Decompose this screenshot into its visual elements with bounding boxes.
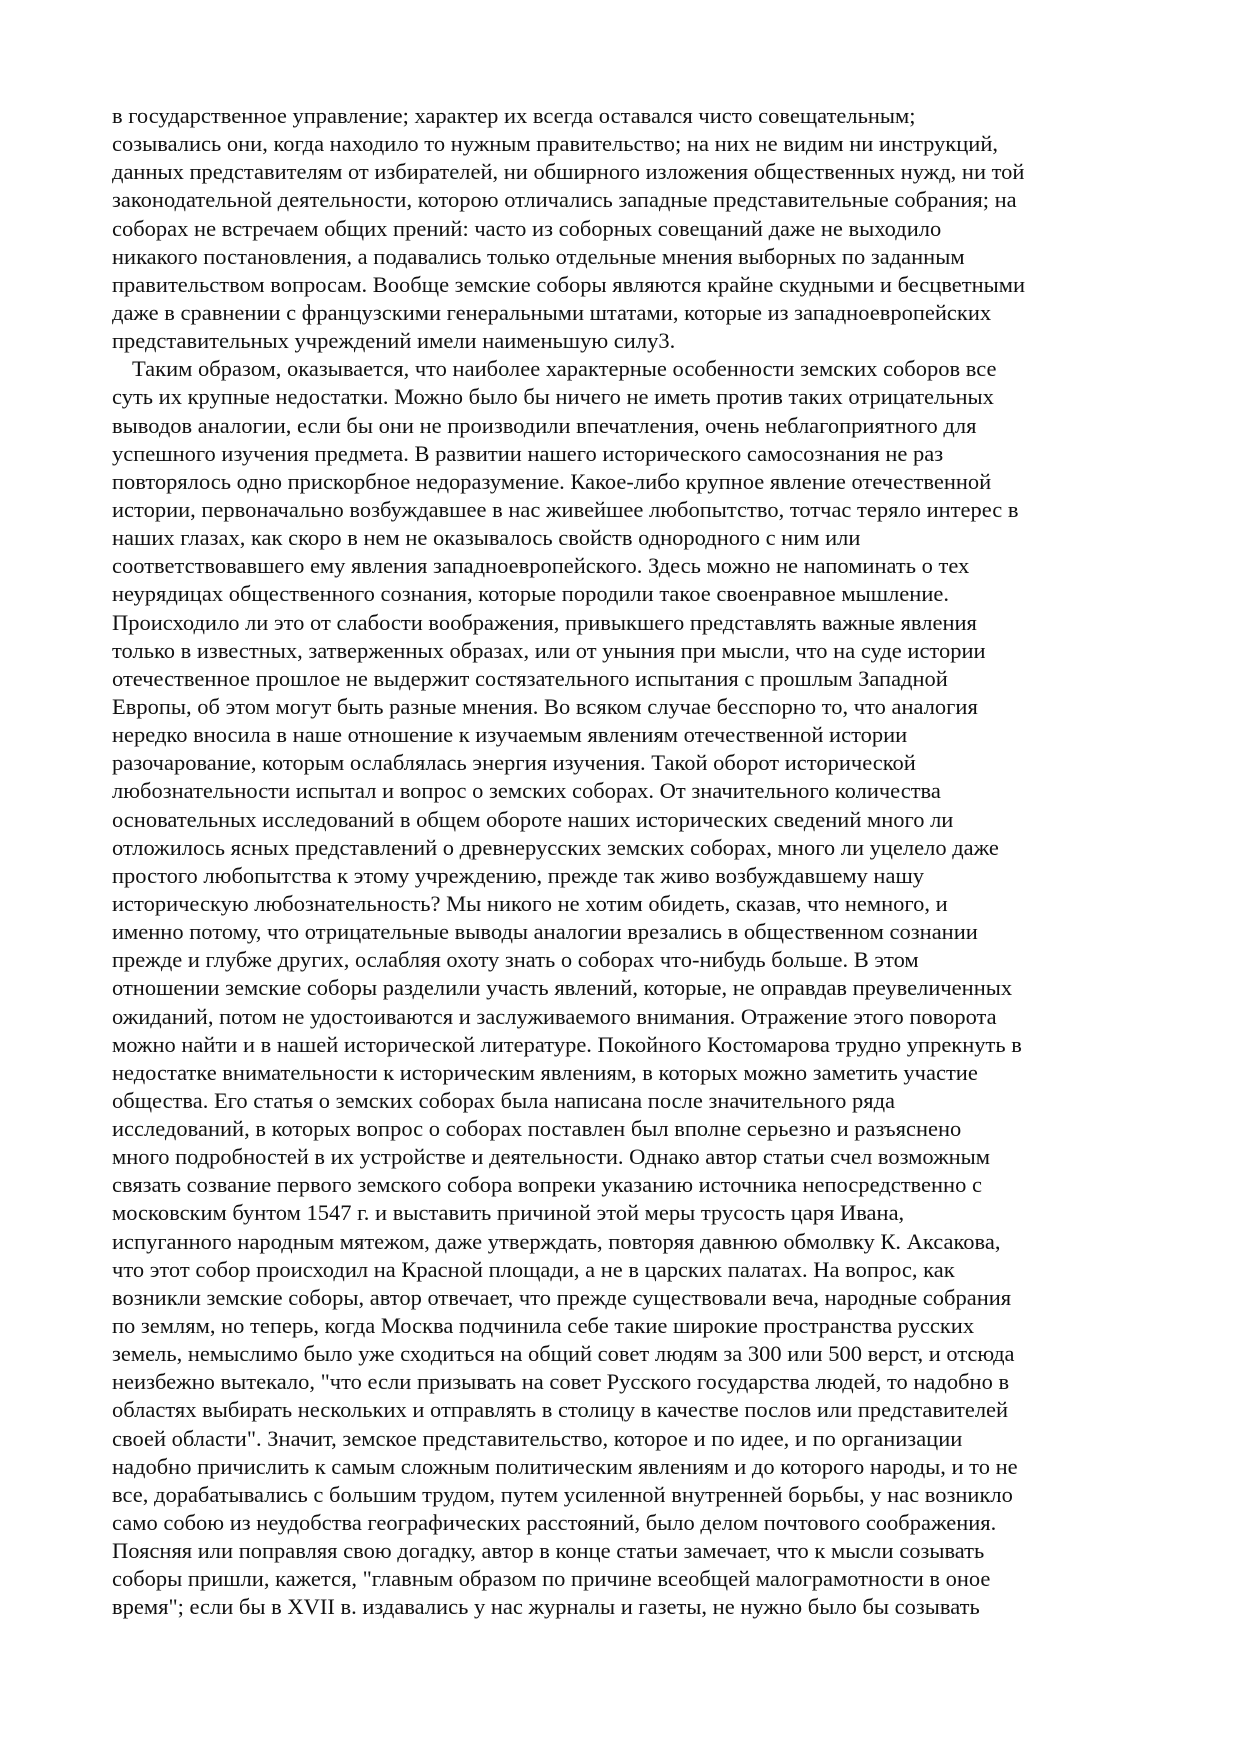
text-line: только в известных, затверженных образах, или от уныния при мысли, что на суде истории [112,637,986,663]
text-line: отечественное прошлое не выдержит состязательного испытания с прошлым Западной [112,665,948,691]
text-line: связать созвание первого земского собора вопреки указанию источника непосредственно с [112,1172,982,1198]
text-line: отложилось ясных представлений о древнерусских земских соборах, много ли уцелело даже [112,834,999,860]
text-line: суть их крупные недостатки. Можно было бы ничего не иметь против таких отрицательных [112,384,994,410]
text-line: соборы пришли, кажется, "главным образом по причине всеобщей малограмотности в оное [112,1566,991,1592]
text-line: общества. Его статья о земских соборах была написана после значительного ряда [112,1087,896,1113]
text-line: простого любопытства к этому учреждению, прежде так живо возбуждавшему нашу [112,862,925,888]
text-line: областях выбирать нескольких и отправлять в столицу в качестве послов или представителей [112,1397,1009,1423]
text-line: выводов аналогии, если бы они не производили впечатления, очень неблагоприятного для [112,412,977,438]
text-line [112,1622,1142,1650]
text-line: повторялось одно прискорбное недоразумение. Какое-либо крупное явление отечественной [112,468,992,494]
text-line: по землям, но теперь, когда Москва подчинила себе такие широкие пространства русских [112,1313,975,1339]
text-line: своей области". Значит, земское представительство, которое и по идее, и по организации [112,1425,963,1451]
text-line: что этот собор происходил на Красной площади, а не в царских палатах. На вопрос, как [112,1256,955,1282]
text-line: основательных исследований в общем обороте наших исторических сведений много ли [112,806,954,832]
text-line: представительных учреждений имели наименьшую силу3. [112,328,676,354]
text-line: много подробностей в их устройстве и деятельности. Однако автор статьи счел возможным [112,1144,991,1170]
text-line: исследований, в которых вопрос о соборах поставлен был вполне серьезно и разъяснено [112,1116,962,1142]
text-line: все, дорабатывались с большим трудом, путем усиленной внутренней борьбы, у нас возникло [112,1481,1013,1507]
text-line: отношении земские соборы разделили участь явлений, которые, не оправдав преувеличенных [112,975,1013,1001]
text-line: возникли земские соборы, автор отвечает, что прежде существовали веча, народные собрания [112,1284,1012,1310]
text-line: успешного изучения предмета. В развитии нашего исторического самосознания не раз [112,440,944,466]
text-line: даже в сравнении с французскими генеральными штатами, которые из западноевропейских [112,299,992,325]
text-line: прежде и глубже других, ослабляя охоту знать о соборах что-нибудь больше. В этом [112,947,919,973]
text-line: земель, немыслимо было уже сходиться на общий совет людям за 300 или 500 верст, и отсюда [112,1341,1015,1367]
text-line: испуганного народным мятежом, даже утверждать, повторяя давнюю обмолвку К. Аксакова, [112,1228,1001,1254]
text-line: само собою из неудобства географических расстояний, было делом почтового соображения. [112,1510,997,1536]
text-line: соборах не встречаем общих прений: часто из соборных совещаний даже не выходило [112,215,942,241]
text-line: неизбежно вытекало, "что если призывать на совет Русского государства людей, то надобно в [112,1369,1010,1395]
text-line: Происходило ли это от слабости воображения, привыкшего представлять важные явления [112,609,977,635]
text-line: разочарование, которым ослаблялась энергия изучения. Такой оборот исторической [112,750,916,776]
text-line: московским бунтом 1547 г. и выставить причиной этой меры трусость царя Ивана, [112,1200,905,1226]
text-line [112,1650,1142,1678]
text-line: в государственное управление; характер их всегда оставался чисто совещательным; [112,103,916,128]
text-line: истории, первоначально возбуждавшее в нас живейшее любопытство, тотчас теряло интерес в [112,496,1019,522]
text-line: историческую любознательность? Мы никого не хотим обидеть, сказав, что немного, и [112,890,948,916]
text-line: наших глазах, как скоро в нем не оказывалось свойств однородного с ним или [112,525,861,551]
text-line: никакого постановления, а подавались только отдельные мнения выборных по заданным [112,243,965,269]
paragraph-1 [112,102,1142,355]
text-line: правительством вопросам. Вообще земские соборы являются крайне скудными и бесцветными [112,271,1026,297]
text-line: именно потому, что отрицательные выводы аналогии врезались в общественном сознании [112,919,978,945]
text-line: соответствовавшего ему явления западноевропейского. Здесь можно не напоминать о тех [112,553,970,579]
text-line: любознательности испытал и вопрос о земских соборах. От значительного количества [112,778,941,804]
document-page [112,102,1142,1678]
text-line: можно найти и в нашей исторической литературе. Покойного Костомарова трудно упрекнуть в [112,1031,1022,1057]
paragraph-2 [112,355,1142,1678]
text-line: законодательной деятельности, которою отличались западные представительные собрания; на [112,187,1017,213]
text-line: Поясняя или поправляя свою догадку, автор в конце статьи замечает, что к мысли созывать [112,1538,985,1564]
text-line: неурядицах общественного сознания, которые породили такое своенравное мышление. [112,581,949,607]
text-line-indented: Таким образом, оказывается, что наиболее характерные особенности земских соборов все [132,356,997,382]
text-line: данных представителям от избирателей, ни обширного изложения общественных нужд, ни той [112,159,1025,185]
text-line: Европы, об этом могут быть разные мнения. Во всяком случае бесспорно то, что аналогия [112,693,978,719]
text-line: нередко вносила в наше отношение к изучаемым явлениям отечественной истории [112,722,908,748]
text-line: ожиданий, потом не удостоиваются и заслуживаемого внимания. Отражение этого поворота [112,1003,997,1029]
text-line: недостатке внимательности к историческим явлениям, в которых можно заметить участие [112,1059,978,1085]
text-line: надобно причислить к самым сложным политическим явлениям и до которого народы, и то не [112,1453,1018,1479]
text-line: время"; если бы в XVII в. издавались у нас журналы и газеты, не нужно было бы созывать [112,1594,980,1620]
text-line: созывались они, когда находило то нужным правительство; на них не видим ни инструкций, [112,131,998,157]
